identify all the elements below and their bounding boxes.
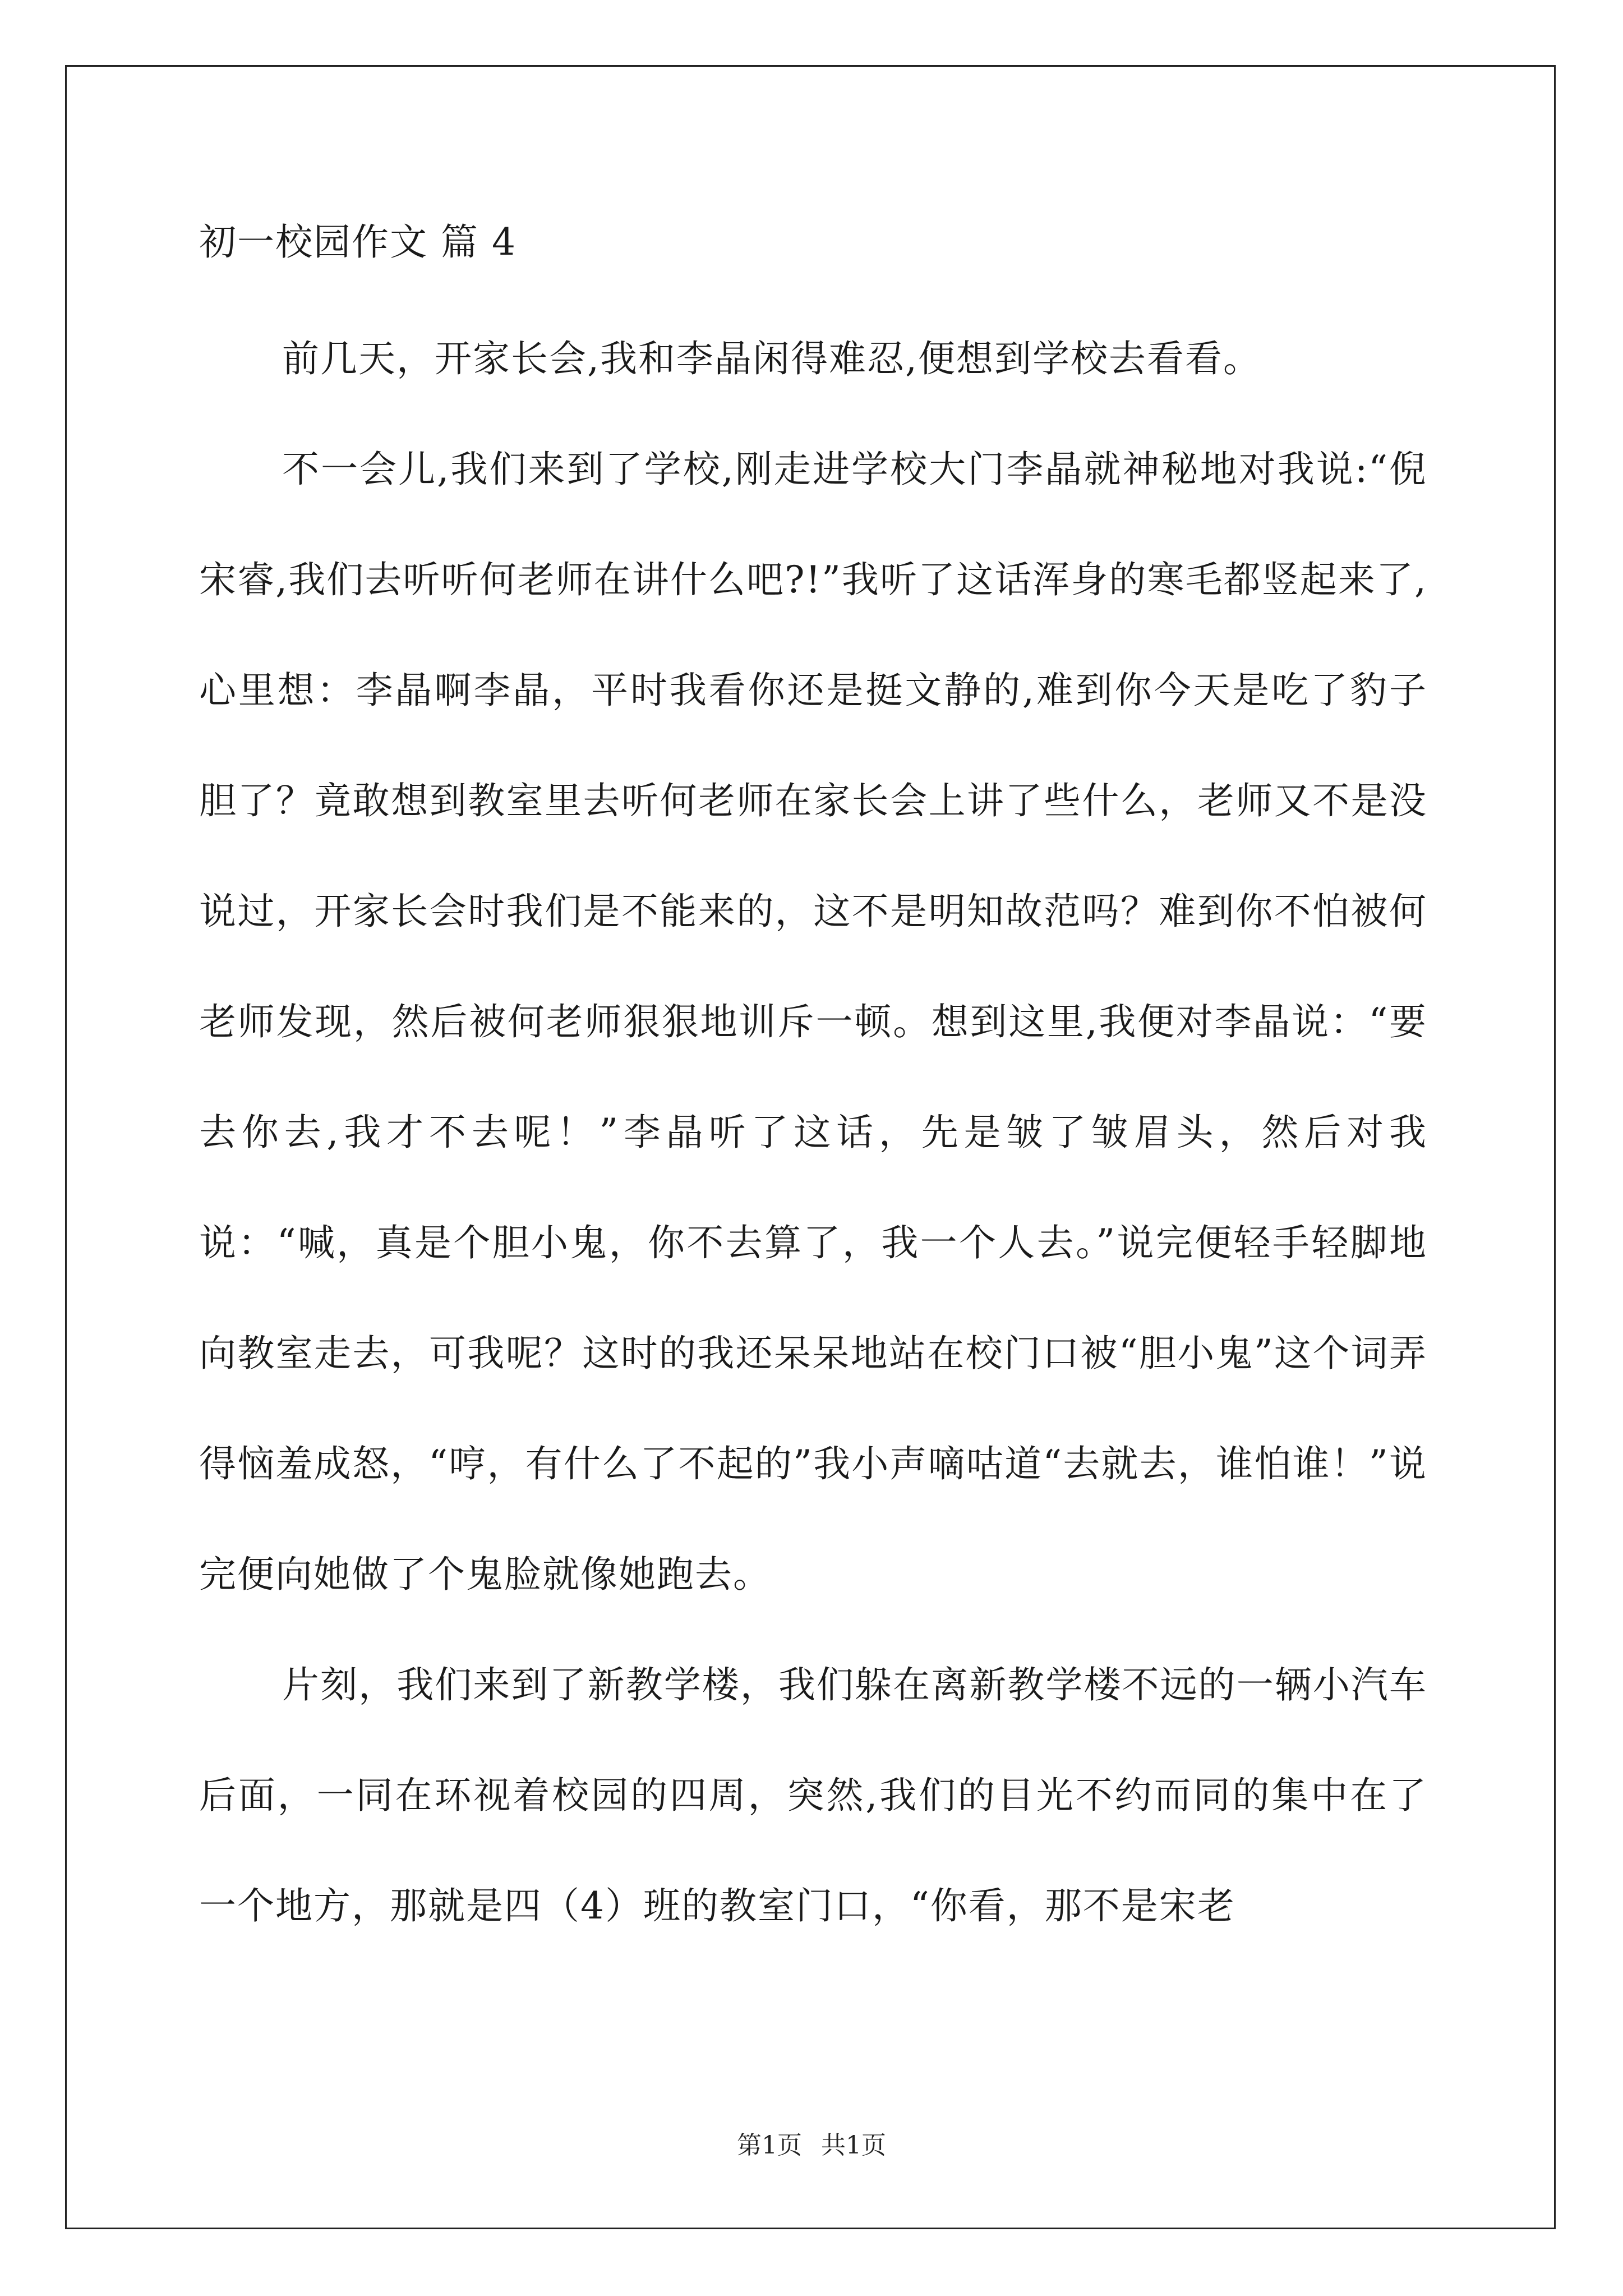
document-body [199,216,1427,1961]
page-footer [0,2125,1623,2161]
document-title: 初一校园作文 篇 4 [199,220,517,264]
paragraph-3: 片刻，我们来到了新教学楼，我们躲在离新教学楼不远的一辆小汽车后面，一同在环视着校园的四周，突然,我们的目光不约而同的集中在了一个地方，那就是四（4）班的教室门口，“你看，那不是宋老 [199,1663,1427,1927]
page-number: 第1页 [737,2131,802,2160]
paragraph-2: 不一会儿,我们来到了学校,刚走进学校大门李晶就神秘地对我说:“倪宋睿,我们去听听何老师在讲什么吧?!”我听了这话浑身的寒毛都竖起来了,心里想：李晶啊李晶，平时我看你还是挺文静的,难到你今天是吃了豹子胆了？竟敢想到教室里去听何老师在家长会上讲了些什么，老师又不是没说过，开家长会时我们是不能来的，这不是明知故范吗？难到你不怕被何老师发现，然后被何老师狠狠地训斥一顿。想到这里,我便对李晶说：“要去你去,我才不去呢！”李晶听了这话，先是皱了皱眉头，然后对我说：“喊，真是个胆小鬼，你不去算了，我一个人去。”说完便轻手轻脚地向教室走去，可我呢？这时的我还呆呆地站在校门口被“胆小鬼”这个词弄得恼羞成怒，“哼，有什么了不起的”我小声嘀咕道“去就去，谁怕谁！”说完便向她做了个鬼脸就像她跑去。 [199,448,1427,1596]
paragraph-1: 前几天，开家长会,我和李晶闲得难忍,便想到学校去看看。 [282,337,1261,380]
page-total: 共1页 [821,2131,886,2160]
